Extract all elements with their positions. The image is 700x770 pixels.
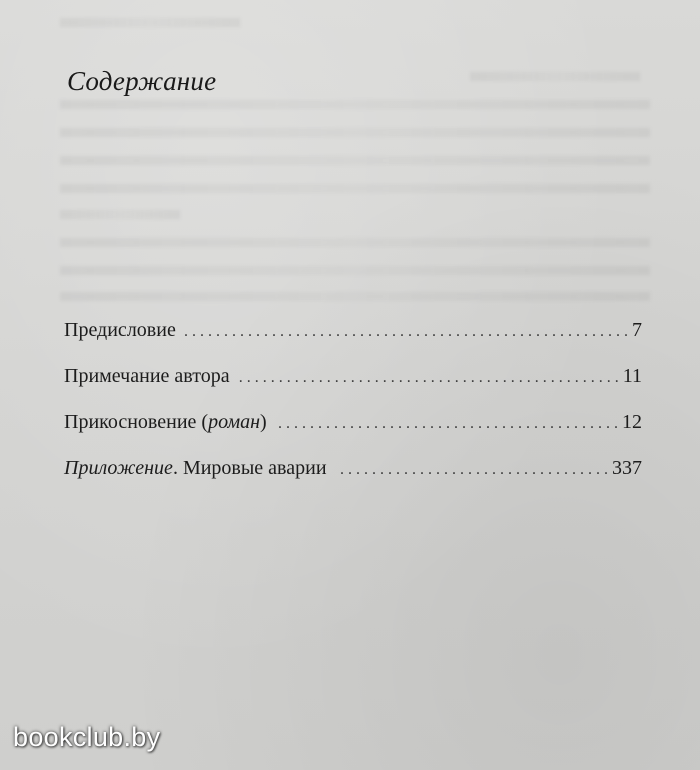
bleed-through (60, 100, 650, 109)
bleed-through (60, 292, 650, 301)
dot-leader (184, 320, 628, 344)
bleed-through (470, 72, 640, 81)
toc-page-number: 7 (632, 319, 642, 341)
bleed-through (60, 210, 180, 219)
dot-leader (335, 458, 608, 482)
toc-entry-appendix[interactable] (64, 456, 642, 502)
toc-entry-novel[interactable] (64, 410, 642, 456)
toc-entry-title: Примечание автора (64, 365, 230, 387)
bleed-through (60, 128, 650, 137)
toc-entry-title: Предисловие (64, 319, 176, 341)
bleed-through (60, 156, 650, 165)
toc-entry-author-note[interactable] (64, 364, 642, 410)
dot-leader (238, 366, 619, 390)
toc-page-number: 11 (622, 365, 642, 387)
toc-page-number: 337 (612, 457, 642, 479)
dot-leader (275, 412, 618, 436)
toc-entry-title: Приложение. Мировые аварии (64, 457, 327, 479)
toc-entry-foreword[interactable] (64, 318, 642, 364)
bleed-through (60, 238, 650, 247)
bleed-through (60, 266, 650, 275)
watermark: bookclub.by (13, 722, 161, 752)
table-of-contents (64, 318, 642, 502)
page-title: Содержание (67, 66, 217, 96)
toc-page-number: 12 (622, 411, 642, 433)
bleed-through (60, 18, 240, 27)
toc-entry-title: Прикосновение (роман) (64, 411, 267, 433)
bleed-through (60, 184, 650, 193)
